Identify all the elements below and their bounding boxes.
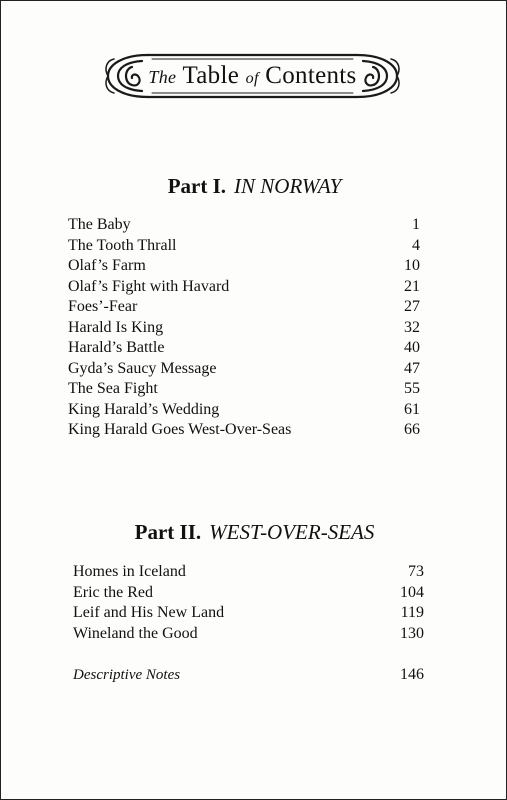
toc-entry[interactable] [68, 400, 420, 421]
title-word-of: of [245, 70, 259, 87]
chapter-title: The Baby [68, 216, 131, 233]
chapter-title: Leif and His New Land [73, 604, 225, 621]
page-number: 61 [404, 400, 420, 418]
toc-entry[interactable] [73, 603, 424, 624]
toc-list-part-2 [73, 562, 424, 644]
toc-entry[interactable] [68, 338, 420, 359]
page-number: 32 [404, 318, 420, 336]
title-word-the: The [148, 67, 177, 87]
page-number: 104 [400, 583, 424, 601]
page-number: 10 [404, 257, 420, 274]
chapter-title: Homes in Iceland [73, 563, 186, 580]
table-of-contents-banner [102, 47, 403, 105]
page-number: 1 [412, 216, 420, 233]
chapter-title: Harald’s Battle [68, 339, 165, 356]
page-number: 146 [400, 666, 424, 683]
toc-entry[interactable] [73, 624, 424, 645]
part-label: Part I. [167, 174, 227, 198]
chapter-title: Wineland the Good [73, 624, 198, 642]
toc-entry[interactable] [68, 379, 420, 400]
chapter-title: King Harald Goes West-Over-Seas [68, 421, 292, 438]
chapter-title: King Harald’s Wedding [68, 400, 220, 418]
page-number: 27 [404, 298, 420, 315]
title-word-contents: Contents [265, 62, 357, 89]
chapter-title: The Sea Fight [68, 380, 158, 397]
part-heading-1 [1, 173, 507, 199]
chapter-title: Gyda’s Saucy Message [68, 359, 217, 377]
page-number: 130 [400, 624, 424, 642]
page-number: 66 [404, 421, 420, 438]
part-heading-2 [1, 519, 507, 545]
chapter-title: The Tooth Thrall [68, 236, 177, 254]
toc-entry[interactable] [68, 277, 420, 298]
page-title [102, 61, 403, 94]
page-number: 73 [408, 563, 424, 580]
toc-entry[interactable] [68, 236, 420, 257]
page-number: 55 [404, 380, 420, 397]
toc-entry[interactable] [68, 215, 420, 236]
chapter-title: Olaf’s Fight with Havard [68, 277, 230, 295]
toc-entry[interactable] [68, 256, 420, 277]
title-word-table: Table [182, 62, 240, 89]
toc-entry[interactable] [68, 318, 420, 339]
toc-entry-descriptive-notes[interactable] [73, 665, 424, 685]
toc-entry[interactable] [73, 583, 424, 604]
toc-entry[interactable] [68, 297, 420, 318]
toc-entry[interactable] [73, 562, 424, 583]
toc-list-part-1 [68, 215, 420, 441]
part-name: WEST-OVER-SEAS [209, 520, 375, 544]
chapter-title: Olaf’s Farm [68, 257, 146, 274]
page-number: 21 [404, 277, 420, 295]
page-number: 40 [404, 339, 420, 356]
page-number: 119 [400, 604, 424, 621]
page-number: 4 [412, 236, 420, 254]
page-number: 47 [404, 359, 420, 377]
chapter-title: Harald Is King [68, 318, 164, 336]
chapter-title: Foes’-Fear [68, 298, 138, 315]
part-name: IN NORWAY [234, 174, 342, 198]
part-label: Part II. [134, 520, 202, 544]
toc-entry[interactable] [68, 359, 420, 380]
toc-entry[interactable] [68, 420, 420, 441]
chapter-title: Eric the Red [73, 583, 153, 601]
notes-title: Descriptive Notes [73, 667, 181, 683]
